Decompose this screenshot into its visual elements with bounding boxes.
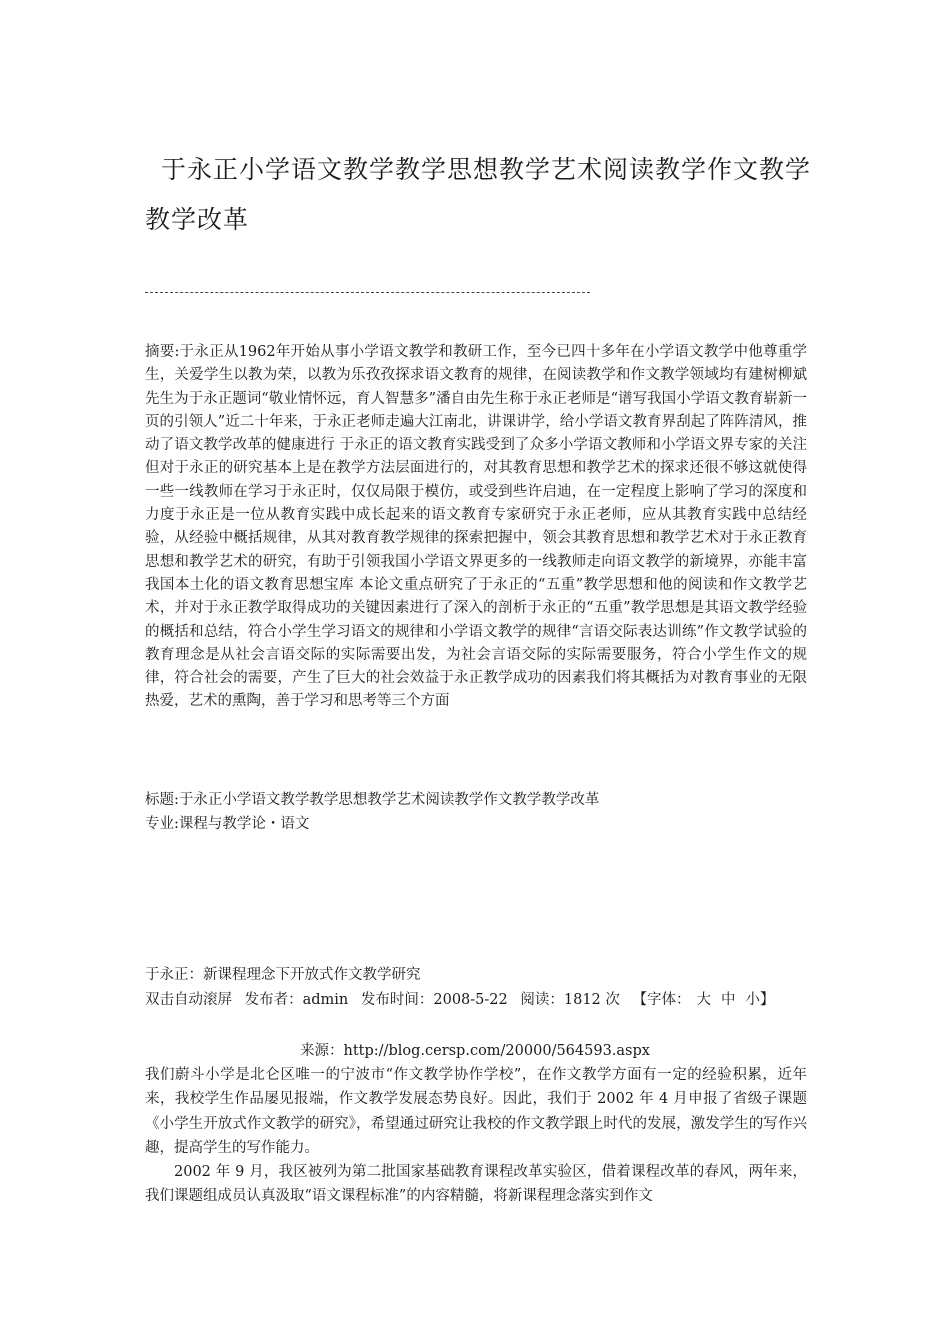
publisher-info: 发布者：admin [244, 992, 349, 1008]
source-line: 来源：http://blog.cersp.com/20000/564593.aspx [300, 1043, 650, 1059]
article-paragraph-1: 我们蔚斗小学是北仑区唯一的宁波市“作文教学协作学校”，在作文教学方面有一定的经验积累，近年来，我校学生作品屡见报端，作文教学发展态势良好。因此，我们于 2002 年 4 月申报了省级子课题《小学生开放式作文教学的研究》，希望通过研究让我校的作文教学跟上时代的发展，激发学生的写作兴趣，提高学生的写作能力。 [145, 1067, 807, 1157]
abstract-text: 摘要:于永正从1962年开始从事小学语文教学和教研工作，至今已四十多年在小学语文教学中他尊重学生，关爱学生以教为荣，以教为乐孜孜探求语文教育的规律，在阅读教学和作文教学领域均有建树柳斌先生为于永正题词“敬业情怀远，育人智慧多”潘自由先生称于永正老师是“谱写我国小学语文教育崭新一页的引领人”近二十年来，于永正老师走遍大江南北，讲课讲学，给小学语文教育界刮起了阵阵清风，推动了语文教学改革的健康进行 于永正的语文教育实践受到了众多小学语文教师和小学语文界专家的关注但对于永正的研究基本上是在教学方法层面进行的，对其教育思想和教学艺术的探求还很不够这就使得一些一线教师在学习于永正时，仅仅局限于模仿，或受到些许启迪，在一定程度上影响了学习的深度和力度于永正是一位从教育实践中成长起来的语文教育专家研究于永正老师，应从其教育实践中总结经验，从经验中概括规律，从其对教育教学规律的探索把握中，领会其教育思想和教学艺术对于永正教育思想和教学艺术的研究，有助于引领我国小学语文界更多的一线教师走向语文教学的新境界，亦能丰富我国本土化的语文教育思想宝库 本论文重点研究了于永正的“五重”教学思想和他的阅读和作文教学艺术，并对于永正教学取得成功的关键因素进行了深入的剖析于永正的“五重”教学思想是其语文教学经验的概括和总结，符合小学生学习语文的规律和小学语文教学的规律“言语交际表达训练”作文教学试验的教育理念是从社会言语交际的实际需要出发，为社会言语交际的实际需要服务，符合小学生作文的规律，符合社会的需要，产生了巨大的社会效益于永正教学成功的因素我们将其概括为对教育事业的无限热爱，艺术的熏陶，善于学习和思考等三个方面 [145, 344, 807, 710]
font-large-link[interactable]: 大 [696, 992, 711, 1008]
article-paragraph-2: 2002 年 9 月，我区被列为第二批国家基础教育课程改革实验区，借着课程改革的春风，两年来，我们课题组成员认真汲取“语文课程标准”的内容精髓，将新课程理念落实到作文 [145, 1164, 807, 1205]
document-title: 于永正小学语文教学教学思想教学艺术阅读教学作文教学教学改革 [145, 155, 812, 234]
major-label: 专业:课程与教学论・语文 [145, 816, 310, 832]
separator-line [145, 292, 590, 293]
article-info-bar [145, 989, 783, 1012]
read-count: 阅读：1812 次 [520, 992, 620, 1008]
font-size-label: 【字体： [632, 992, 691, 1008]
publish-time: 发布时间：2008-5-22 [360, 992, 508, 1008]
font-medium-link[interactable]: 中 [721, 992, 736, 1008]
font-small-link[interactable]: 小】 [745, 992, 775, 1008]
article-title: 于永正：新课程理念下开放式作文教学研究 [145, 967, 421, 983]
auto-scroll-link[interactable]: 双击自动滚屏 [145, 992, 232, 1008]
title-label: 标题:于永正小学语文教学教学思想教学艺术阅读教学作文教学教学改革 [145, 792, 600, 808]
